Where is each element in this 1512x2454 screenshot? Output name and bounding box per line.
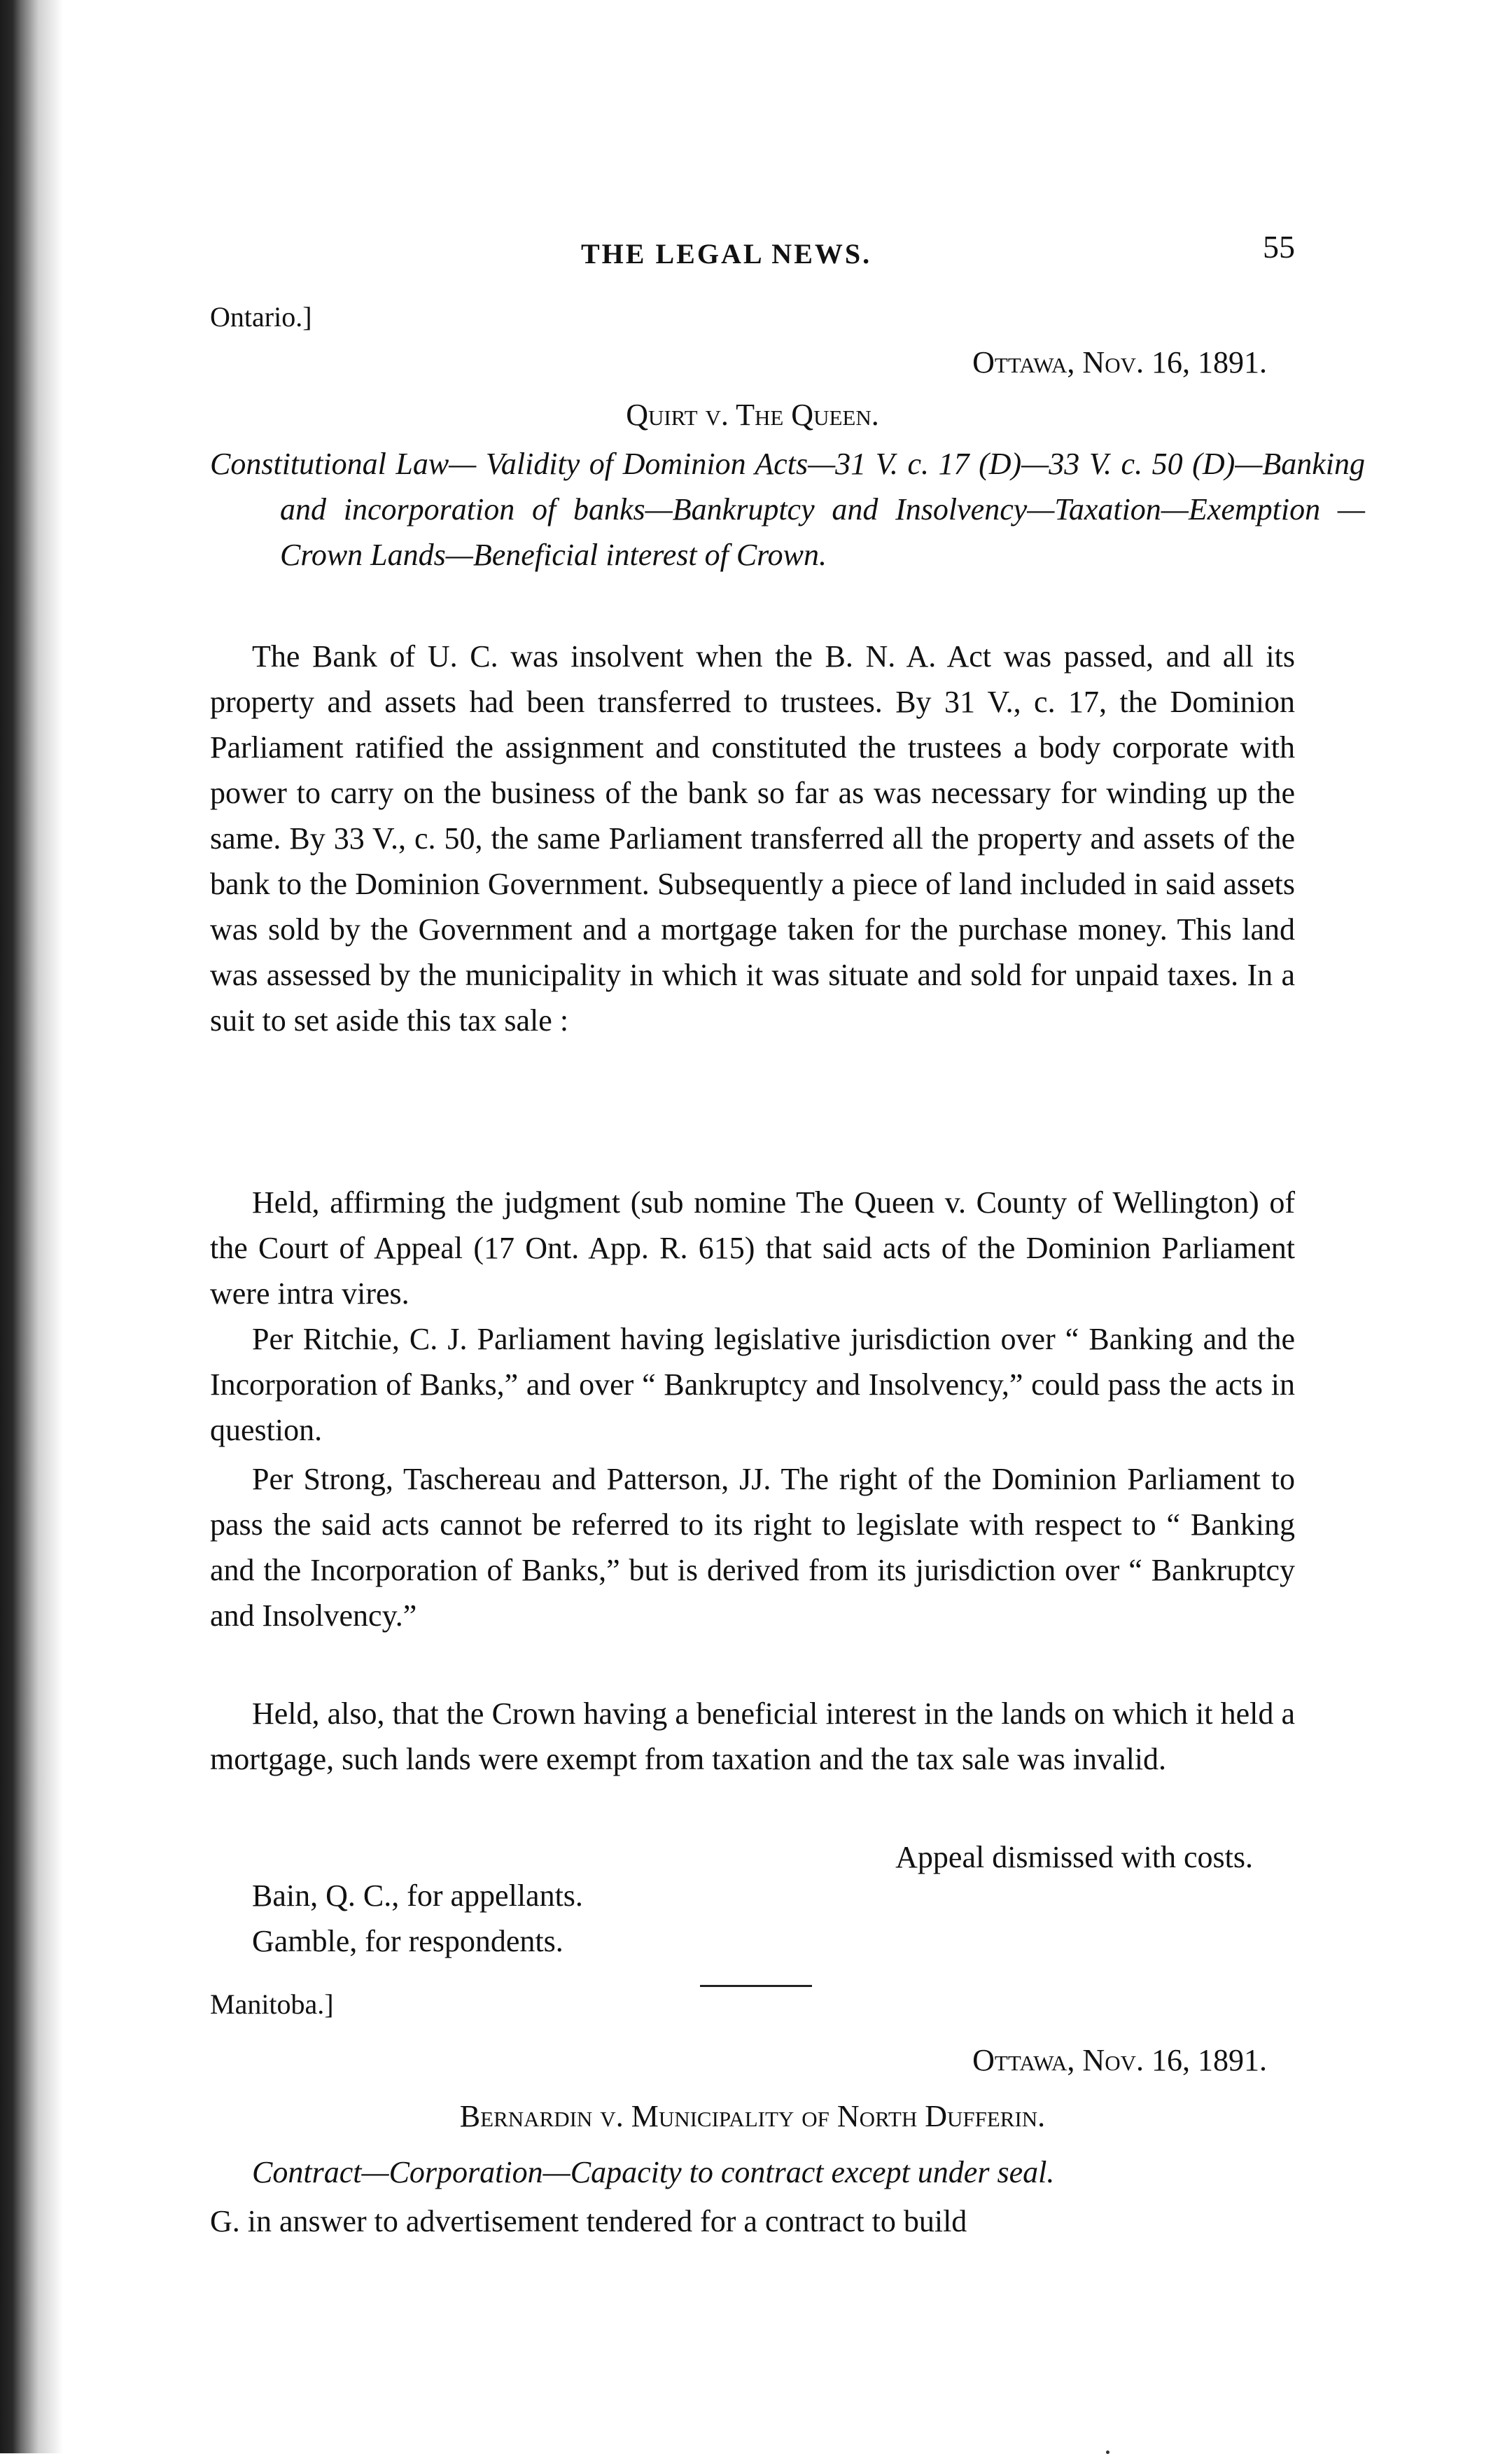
court-tag: Ontario.] (210, 301, 312, 333)
counsel-line: Bain, Q. C., for appellants. (252, 1878, 583, 1913)
paper-speck (1106, 2450, 1110, 2454)
case-dateline: Ottawa, Nov. 16, 1891. (972, 345, 1267, 379)
case-paragraph: G. in answer to advertisement tendered for a contract to build (210, 2204, 967, 2238)
court-tag: Manitoba.] (210, 1988, 334, 2020)
case-title: Quirt v. The Queen. (626, 398, 879, 432)
case-paragraph: The Bank of U. C. was insolvent when the B. N. A. Act was passed, and all its property and assets had been transferred to trustees. By 31 V., c. 17, the Dominion Parliament ratified the assignment and constituted the trustees a body corporate with power to carry on the business of the bank so far as was necessary for winding up the same. By 33 V., c. 50, the same Parliament transferred all the property and assets of the bank to the Dominion Government. Subsequently a piece of land included in said assets was sold by the Government and a mortgage taken for the purchase money. This land was assessed by the municipality in which it was situate and sold for unpaid taxes. In a suit to set aside this tax sale : (210, 639, 1295, 1038)
book-spine-shadow (0, 0, 63, 2453)
section-divider (700, 1985, 812, 1987)
case-paragraph: Held, also, that the Crown having a beneficial interest in the lands on which it held a mortgage, such lands were exempt from taxation and the tax sale was invalid. (210, 1696, 1295, 1776)
case-paragraph: Held, affirming the judgment (sub nomine The Queen v. County of Wellington) of the Court of Appeal (17 Ont. App. R. 615) that said acts of the Dominion Parliament were intra vires. (210, 1185, 1295, 1311)
case-title: Bernardin v. Municipality of North Dufferin. (459, 2099, 1046, 2133)
page-number: 55 (1263, 229, 1295, 265)
running-header: THE LEGAL NEWS. (581, 238, 872, 270)
case-dateline: Ottawa, Nov. 16, 1891. (972, 2043, 1267, 2077)
case-headnote: Contract—Corporation—Capacity to contract except under seal. (252, 2155, 1055, 2189)
case-paragraph: Per Ritchie, C. J. Parliament having legislative jurisdiction over “ Banking and the Incorporation of Banks,” and over “ Bankruptcy and Insolvency,” could pass the acts in question. (210, 1322, 1295, 1447)
case-headnote: Constitutional Law— Validity of Dominion Acts—31 V. c. 17 (D)—33 V. c. 50 (D)—Banking and incorporation of banks—Bankruptcy and Insolvency—Taxation—Exemption —Crown Lands—Beneficial interest of Crown. (210, 447, 1365, 572)
case-disposition: Appeal dismissed with costs. (895, 1840, 1253, 1874)
case-paragraph: Per Strong, Taschereau and Patterson, JJ. The right of the Dominion Parliament to pass the said acts cannot be referred to its right to legislate with respect to “ Banking and the Incorporation of Banks,” but is derived from its jurisdiction over “ Bankruptcy and Insolvency.” (210, 1462, 1295, 1633)
counsel-line: Gamble, for respondents. (252, 1924, 564, 1958)
